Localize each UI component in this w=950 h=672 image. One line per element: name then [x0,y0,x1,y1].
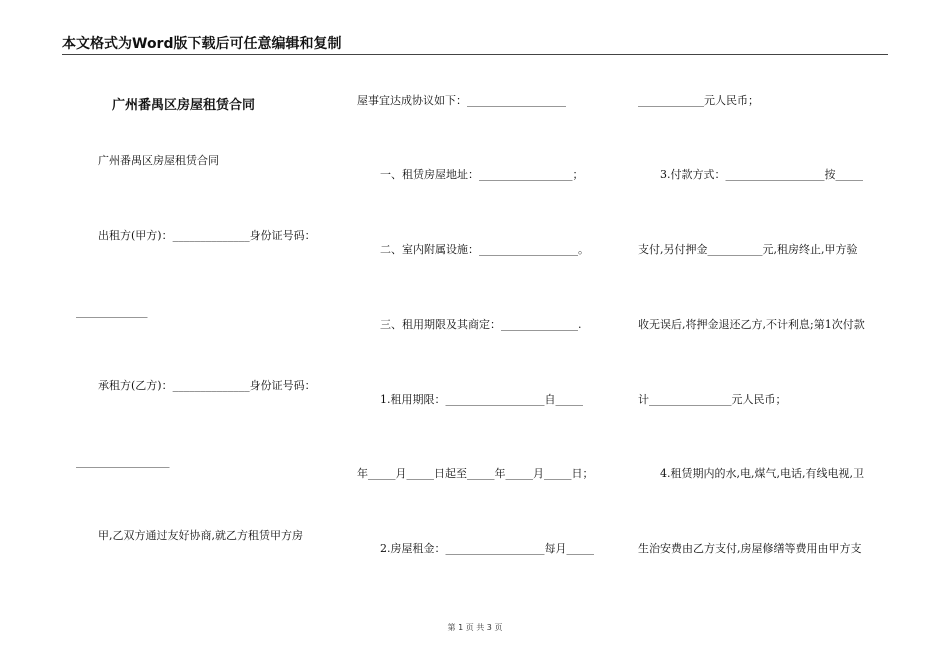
rent-amount-line: ____________元人民币； [638,94,759,107]
first-payment-amount: 计_______________元人民币； [638,393,787,406]
clause-3-2-rent: 2.房屋租金：__________________每月_____ [380,542,594,555]
clause-3-4-utilities: 4.租赁期内的水,电,煤气,电话,有线电视,卫 [660,467,864,480]
deposit-line: 支付,另付押金__________元,租房终止,甲方验 [638,243,858,256]
lessee-id-continuation: _________________ [76,455,170,468]
clause-intro: 屋事宜达成协议如下：__________________ [357,94,566,107]
agreement-intro: 甲,乙双方通过友好协商,就乙方租赁甲方房 [98,529,303,542]
lessor-line: 出租方(甲方)：______________身份证号码： [98,229,316,242]
document-header-banner: 本文格式为Word版下载后可任意编辑和复制 [62,34,888,55]
clause-3-term: 三、租用期限及其商定：______________. [380,318,582,331]
lessor-id-continuation: _____________ [76,305,148,318]
lessee-line: 承租方(乙方)：______________身份证号码： [98,379,316,392]
contract-title: 广州番禺区房屋租赁合同 [112,98,256,113]
contract-subtitle: 广州番禺区房屋租赁合同 [98,154,219,167]
clause-3-3-payment: 3.付款方式：__________________按_____ [660,168,863,181]
clause-3-1-dates: 年_____月_____日起至_____年_____月_____日； [357,467,594,480]
utilities-continuation: 生治安费由乙方支付,房屋修缮等费用由甲方支 [638,542,862,555]
clause-2-facilities: 二、室内附属设施：__________________。 [380,243,589,256]
page-number: 第 1 页 共 3 页 [447,623,503,632]
clause-1-address: 一、租赁房屋地址：_________________； [380,168,584,181]
clause-3-1-period: 1.租用期限：__________________自_____ [380,393,583,406]
deposit-refund-line: 收无误后,将押金退还乙方,不计利息;第1次付款 [638,318,865,331]
